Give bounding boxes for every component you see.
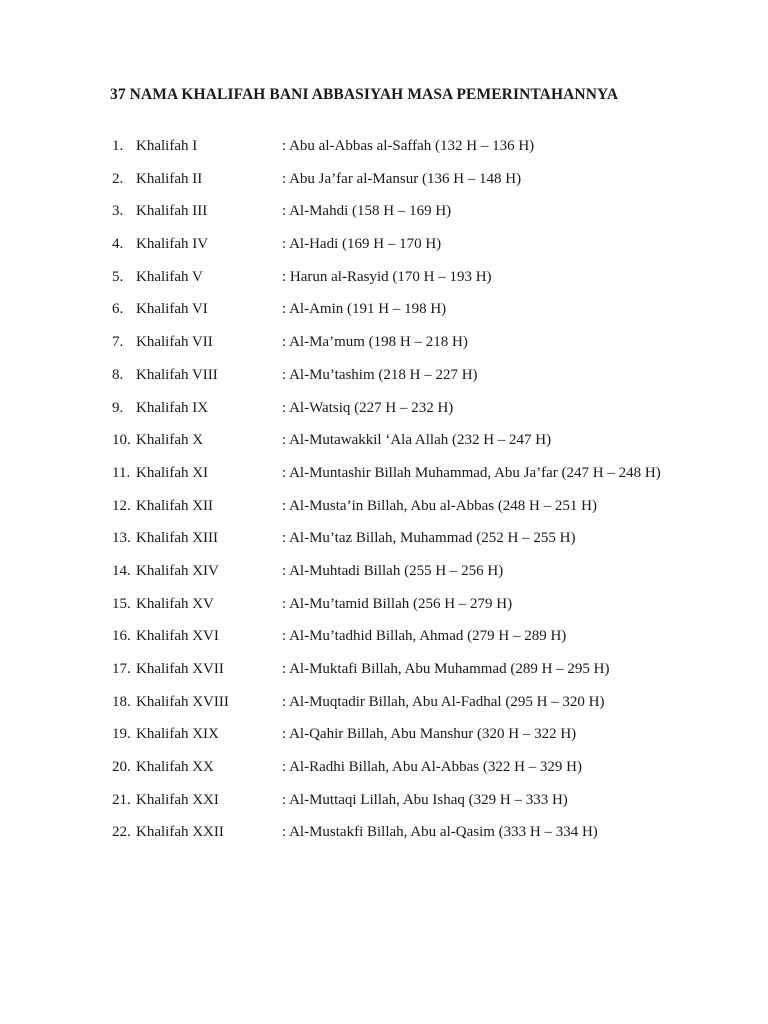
list-item (0, 397, 768, 430)
item-number: 21. (112, 791, 131, 808)
item-number: 2. (112, 170, 124, 187)
item-description: : Al-Musta’in Billah, Abu al-Abbas (248 H – 251 H) (282, 497, 597, 514)
list-item (0, 495, 768, 528)
list-item (0, 298, 768, 331)
item-description: : Abu al-Abbas al-Saffah (132 H – 136 H) (282, 138, 535, 154)
item-label: Khalifah VI (136, 301, 208, 318)
item-description: : Al-Mu’tadhid Billah, Ahmad (279 H – 289 H) (282, 628, 567, 645)
item-description: : Al-Amin (191 H – 198 H) (282, 301, 447, 318)
item-label: Khalifah V (136, 268, 203, 285)
item-description: : Al-Muttaqi Lillah, Abu Ishaq (329 H – 333 H) (282, 791, 568, 808)
item-description: : Al-Hadi (169 H – 170 H) (282, 236, 442, 253)
item-number: 17. (112, 661, 131, 677)
item-label: Khalifah XIII (136, 530, 219, 547)
item-description: : Al-Muntashir Billah Muhammad, Abu Ja’far (247 H – 248 H) (282, 464, 661, 481)
item-label: Khalifah XX (136, 759, 214, 776)
list-item (0, 560, 768, 593)
list-item (0, 364, 768, 397)
item-label: Khalifah XIX (136, 726, 219, 743)
item-description: : Harun al-Rasyid (170 H – 193 H) (282, 268, 492, 285)
item-description: : Al-Mu’taz Billah, Muhammad (252 H – 255 H) (282, 530, 576, 547)
item-label: Khalifah X (136, 432, 204, 449)
item-description: : Al-Mustakfi Billah, Abu al-Qasim (333 H – 334 H) (282, 824, 598, 841)
item-description: : Al-Mahdi (158 H – 169 H) (282, 203, 452, 220)
document-title: 37 NAMA KHALIFAH BANI ABBASIYAH MASA PEMERINTAHANNYA (110, 86, 619, 103)
item-description: : Al-Radhi Billah, Abu Al-Abbas (322 H – 329 H) (282, 759, 582, 776)
list-item (0, 821, 768, 854)
item-label: Khalifah XVI (136, 628, 219, 645)
item-label: Khalifah XV (136, 595, 214, 612)
item-description: : Al-Qahir Billah, Abu Manshur (320 H – 322 H) (282, 726, 577, 743)
item-number: 15. (112, 595, 131, 612)
item-label: Khalifah VIII (136, 366, 218, 383)
item-number: 6. (112, 301, 124, 318)
list-item (0, 625, 768, 658)
item-number: 8. (112, 366, 124, 383)
list-item (0, 429, 768, 462)
item-number: 19. (112, 726, 131, 743)
item-number: 5. (112, 268, 124, 285)
khalifah-list (0, 135, 768, 854)
item-description: : Al-Mu’tashim (218 H – 227 H) (282, 366, 478, 383)
item-label: Khalifah I (136, 138, 198, 154)
item-number: 11. (112, 464, 131, 481)
list-item (0, 593, 768, 626)
item-description: : Al-Watsiq (227 H – 232 H) (282, 399, 454, 416)
item-label: Khalifah XXI (136, 791, 219, 808)
item-description: : Al-Muhtadi Billah (255 H – 256 H) (282, 562, 504, 579)
item-number: 13. (112, 530, 131, 547)
item-number: 7. (112, 334, 124, 351)
list-item (0, 658, 768, 691)
list-item (0, 233, 768, 266)
item-label: Khalifah IX (136, 399, 209, 416)
list-item (0, 135, 768, 168)
list-item (0, 200, 768, 233)
item-description: : Al-Mu’tamid Billah (256 H – 279 H) (282, 595, 513, 612)
item-description: : Al-Ma’mum (198 H – 218 H) (282, 334, 468, 351)
item-number: 3. (112, 203, 124, 220)
item-description: : Abu Ja’far al-Mansur (136 H – 148 H) (282, 170, 522, 187)
item-label: Khalifah XII (136, 497, 214, 514)
list-item (0, 331, 768, 364)
item-description: : Al-Muktafi Billah, Abu Muhammad (289 H – 295 H) (282, 661, 610, 677)
item-number: 16. (112, 628, 131, 645)
list-item (0, 789, 768, 822)
list-item (0, 168, 768, 201)
item-description: : Al-Mutawakkil ‘Ala Allah (232 H – 247 H) (282, 432, 552, 449)
item-label: Khalifah XVIII (136, 693, 229, 710)
list-item (0, 723, 768, 756)
item-number: 18. (112, 693, 131, 710)
item-number: 20. (112, 759, 131, 776)
item-label: Khalifah II (136, 170, 203, 187)
item-label: Khalifah IV (136, 236, 209, 253)
item-label: Khalifah VII (136, 334, 213, 351)
item-number: 9. (112, 399, 124, 416)
item-number: 4. (112, 236, 124, 253)
list-item (0, 756, 768, 789)
list-item (0, 266, 768, 299)
list-item (0, 527, 768, 560)
item-number: 22. (112, 824, 131, 841)
item-number: 10. (112, 432, 131, 449)
item-number: 1. (112, 138, 124, 154)
list-item (0, 462, 768, 495)
item-label: Khalifah XXII (136, 824, 224, 841)
item-number: 14. (112, 562, 131, 579)
list-item (0, 691, 768, 724)
item-number: 12. (112, 497, 131, 514)
item-description: : Al-Muqtadir Billah, Abu Al-Fadhal (295 H – 320 H) (282, 693, 605, 710)
item-label: Khalifah XVII (136, 661, 224, 677)
item-label: Khalifah XIV (136, 562, 219, 579)
item-label: Khalifah III (136, 203, 208, 220)
item-label: Khalifah XI (136, 464, 209, 481)
